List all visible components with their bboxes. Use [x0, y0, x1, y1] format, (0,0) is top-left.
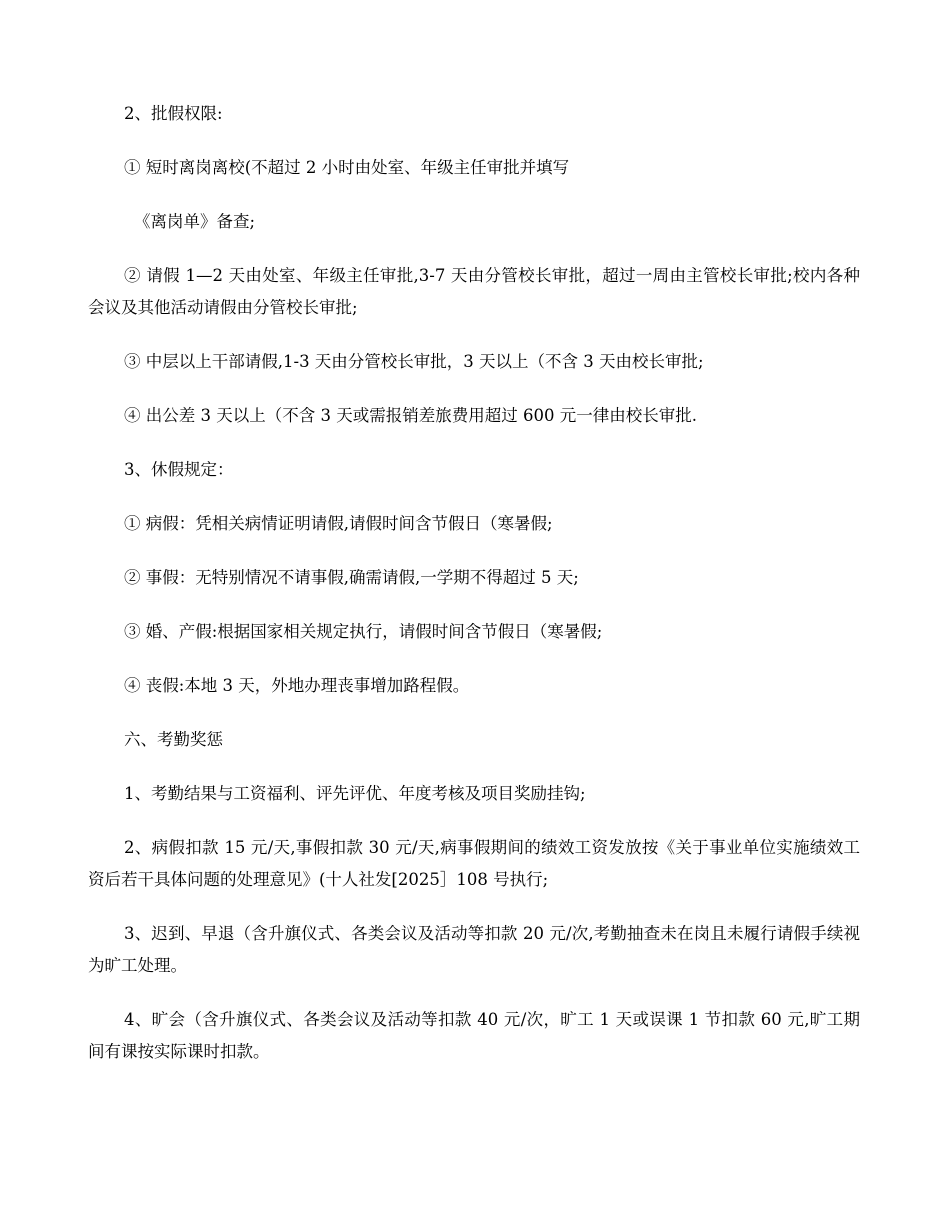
list-item: ② 事假：无特别情况不请事假,确需请假,一学期不得超过 5 天;: [124, 568, 579, 587]
list-item: ① 病假：凭相关病情证明请假,请假时间含节假日（寒暑假;: [124, 514, 553, 533]
list-item: 1、考勤结果与工资福利、评先评优、年度考核及项目奖励挂钩;: [124, 784, 586, 803]
list-item: ④ 出公差 3 天以上（不含 3 天或需报销差旅费用超过 600 元一律由校长审批.: [124, 406, 697, 425]
list-item: 4、旷会（含升旗仪式、各类会议及活动等扣款 40 元/次，旷工 1 天或误课 1 节扣款 60 元,旷工期间有课按实际课时扣款。: [88, 1010, 860, 1061]
list-item: ③ 婚、产假:根据国家相关规定执行，请假时间含节假日（寒暑假;: [124, 622, 603, 641]
list-item: ② 请假 1—2 天由处室、年级主任审批,3-7 天由分管校长审批，超过一周由主管校长审批;校内各种会议及其他活动请假由分管校长审批;: [88, 266, 860, 317]
list-item: 3、迟到、早退（含升旗仪式、各类会议及活动等扣款 20 元/次,考勤抽查未在岗且未履行请假手续视为旷工处理。: [88, 924, 860, 975]
document-body: [88, 98, 860, 1090]
section-heading-leave-authority: 2、批假权限:: [124, 104, 223, 123]
list-item: ③ 中层以上干部请假,1-3 天由分管校长审批，3 天以上（不含 3 天由校长审批;: [124, 352, 704, 371]
list-item-continuation: 《离岗单》备查;: [134, 212, 256, 231]
section-heading-vacation-rules: 3、休假规定：: [124, 460, 234, 479]
list-item: ④ 丧假:本地 3 天，外地办理丧事增加路程假。: [124, 676, 470, 695]
list-item: 2、病假扣款 15 元/天,事假扣款 30 元/天,病事假期间的绩效工资发放按《关于事业单位实施绩效工资后若干具体问题的处理意见》(十人社发[2025］108 号执行;: [88, 838, 860, 889]
section-heading-attendance-rewards: 六、考勤奖惩: [124, 730, 223, 749]
list-item: ① 短时离岗离校(不超过 2 小时由处室、年级主任审批并填写: [124, 158, 570, 177]
